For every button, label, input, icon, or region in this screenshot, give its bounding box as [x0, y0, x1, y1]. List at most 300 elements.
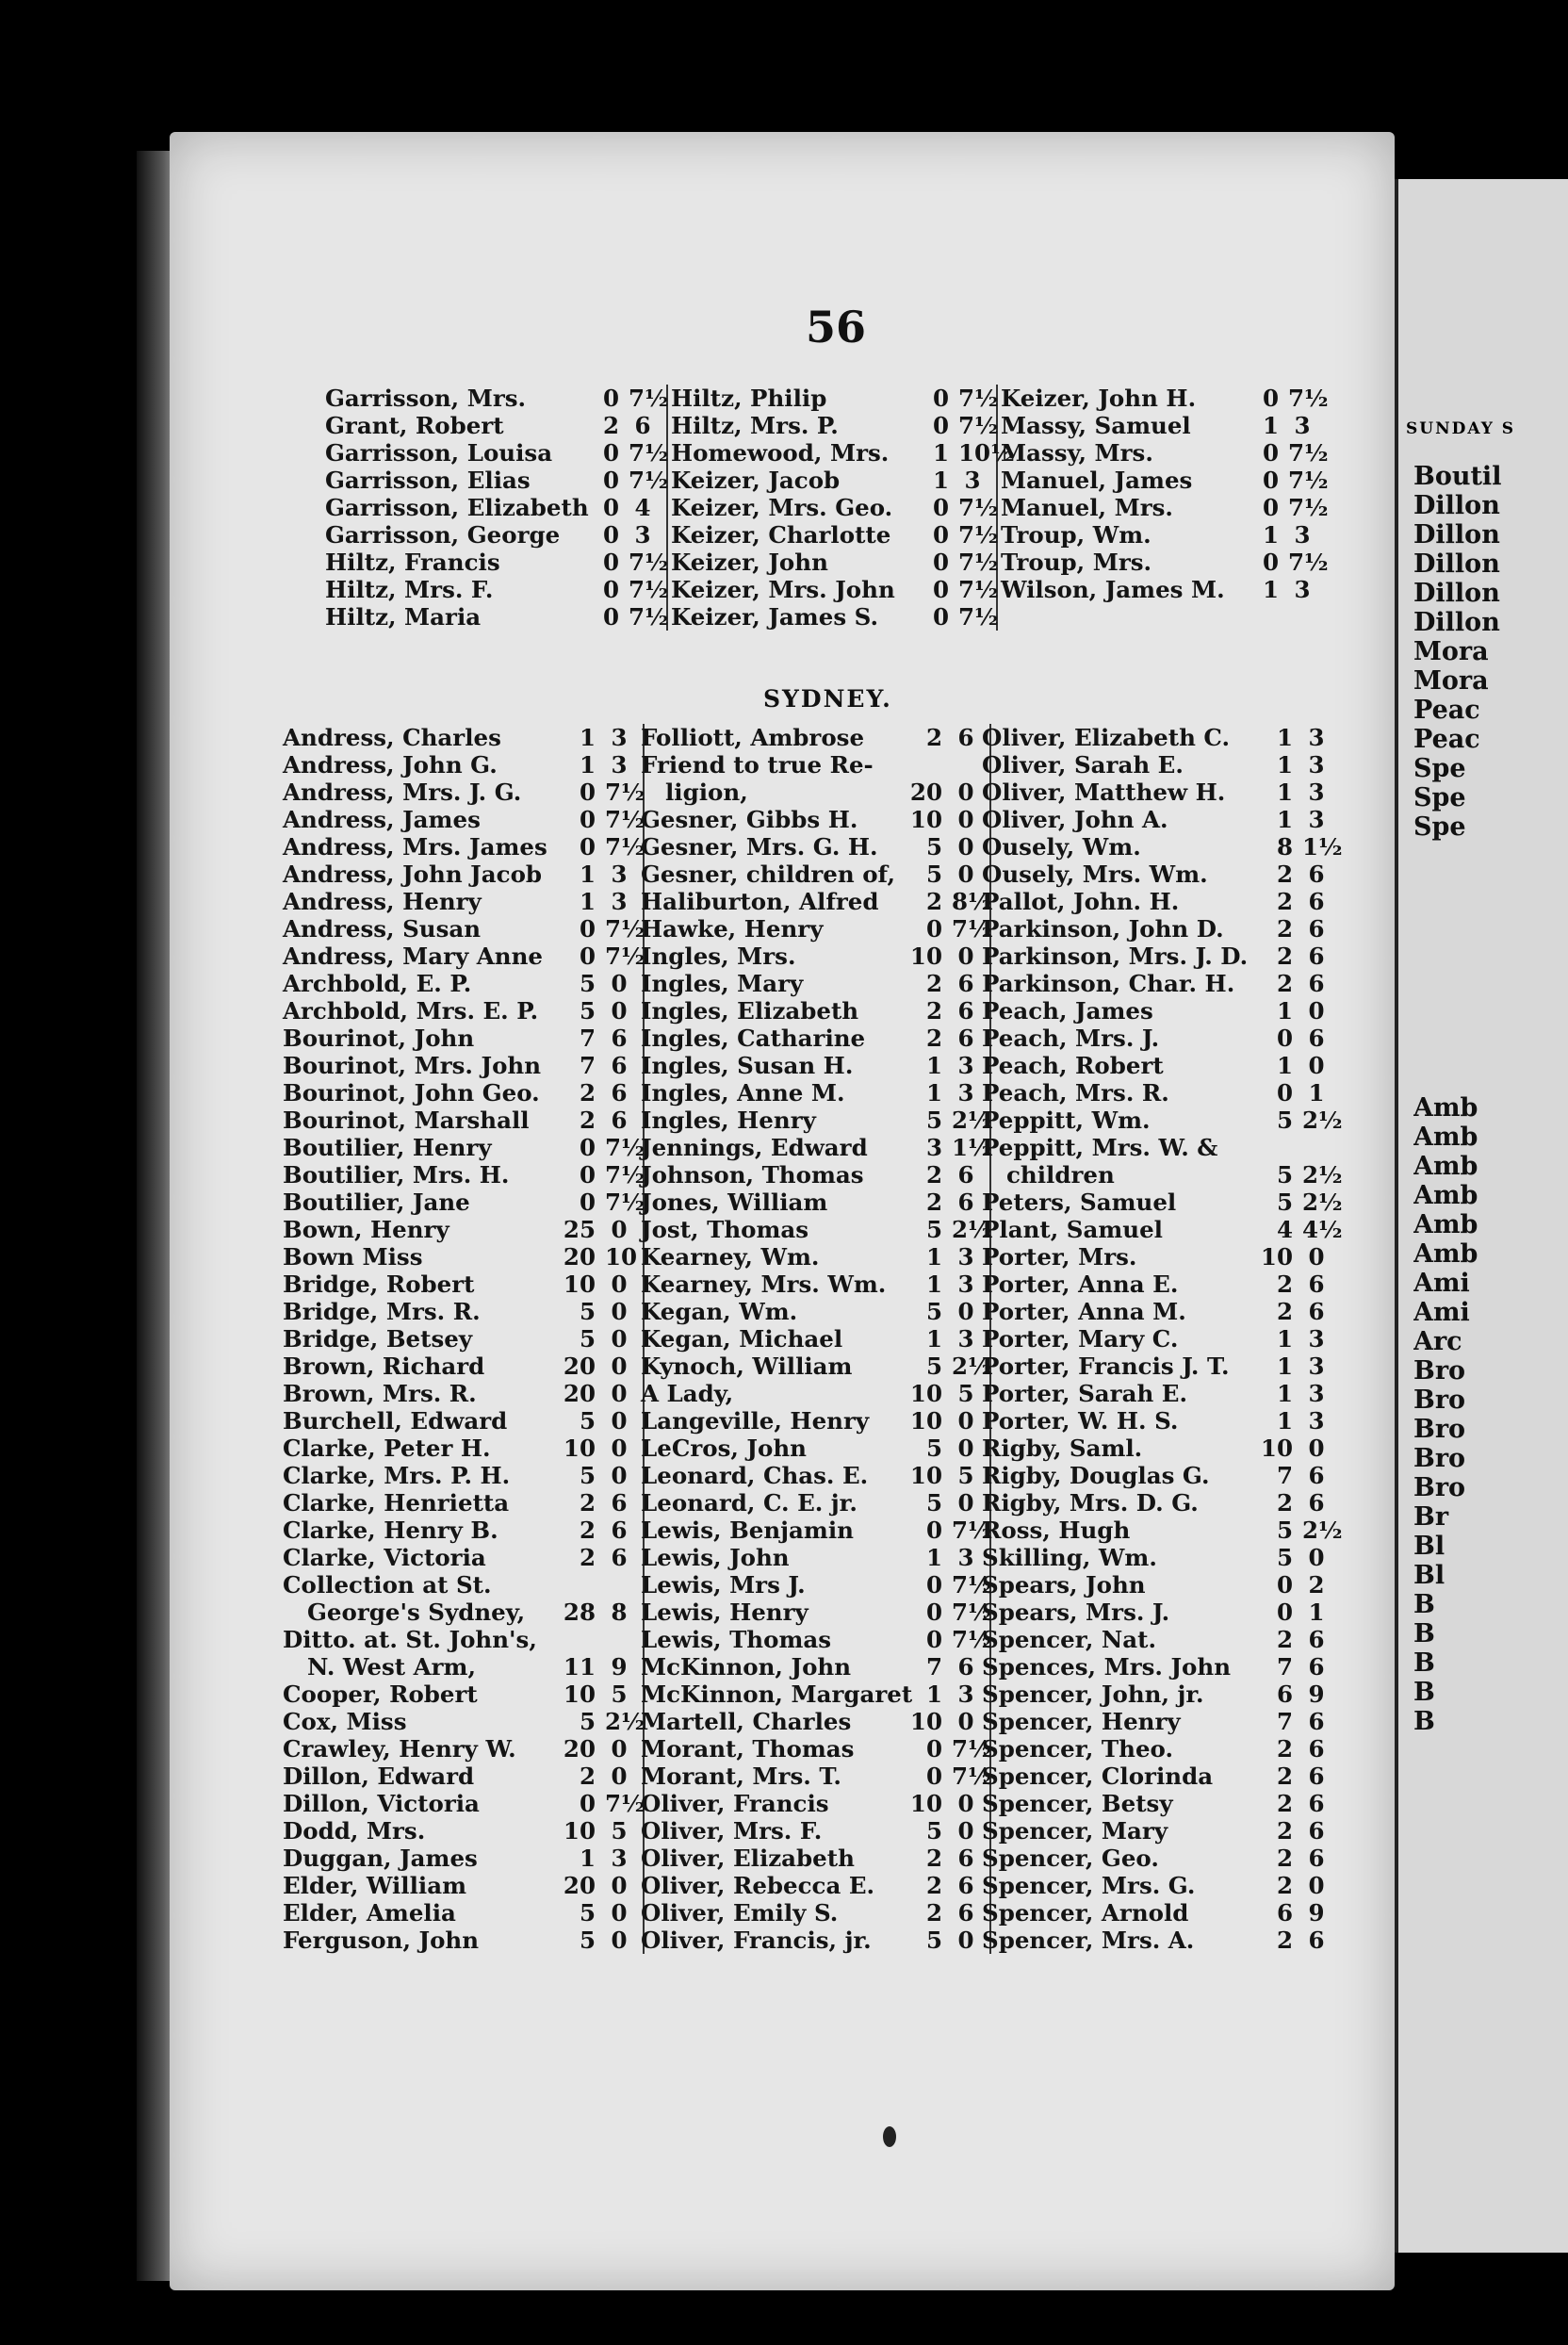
- entry-name: [1001, 549, 1152, 576]
- facing-page-edge: [1395, 179, 1568, 2253]
- list-entry: [982, 1845, 1340, 1872]
- amount-pence: 0: [611, 1927, 628, 1954]
- list-entry: [641, 1435, 989, 1462]
- amount-shillings: 2: [1276, 943, 1293, 970]
- list-entry: [283, 751, 643, 779]
- entry-name-line: A Lady,: [641, 1380, 734, 1407]
- entry-name-line: Folliott, Ambrose: [641, 724, 865, 751]
- entry-name: [1001, 494, 1173, 521]
- entry-name: [283, 997, 538, 1025]
- amount-pence: 5: [957, 1462, 974, 1489]
- list-entry: [283, 1571, 643, 1626]
- entry-name: [283, 1298, 481, 1325]
- amount-pence: 7½: [952, 1626, 992, 1653]
- list-entry: [982, 1626, 1340, 1653]
- facing-page-word: Dillon: [1413, 491, 1500, 520]
- entry-name: [641, 1025, 865, 1052]
- entry-name: [283, 1899, 456, 1927]
- amount-shillings: 2: [1276, 970, 1293, 997]
- list-entry: [641, 1216, 992, 1243]
- entry-name-line: Cox, Miss: [283, 1708, 407, 1735]
- entry-name: [283, 1927, 479, 1954]
- amount-shillings: 2: [602, 412, 619, 439]
- list-entry: [283, 833, 643, 861]
- entry-name-line: Porter, Francis J. T.: [982, 1353, 1230, 1380]
- entry-name: [641, 1271, 886, 1298]
- amount-shillings: 10: [909, 1790, 942, 1817]
- entry-name: [641, 1544, 790, 1571]
- entry-name-line: Peach, James: [982, 997, 1153, 1025]
- entry-name-line: Porter, Sarah E.: [982, 1380, 1187, 1407]
- entry-name-line: Spences, Mrs. John: [982, 1653, 1232, 1681]
- sydney-column-2: [641, 724, 991, 1954]
- amount-pence: 0: [957, 833, 974, 861]
- entry-name-line: Parkinson, Mrs. J. D.: [982, 943, 1249, 970]
- amount-shillings: 0: [602, 521, 619, 549]
- entry-name: [283, 1079, 540, 1107]
- entry-name-line: Oliver, Elizabeth C.: [982, 724, 1231, 751]
- list-entry: [641, 943, 989, 970]
- entry-name: [641, 1216, 808, 1243]
- entry-name-line: Spencer, John, jr.: [982, 1681, 1204, 1708]
- entry-name-line: Ditto. at. St. John's,: [283, 1626, 537, 1653]
- entry-name: [982, 997, 1153, 1025]
- entry-name-line: Plant, Samuel: [982, 1216, 1163, 1243]
- entry-name-line: Homewood, Mrs.: [671, 439, 890, 467]
- amount-pence: 6: [957, 724, 974, 751]
- entry-name-line: Clarke, Mrs. P. H.: [283, 1462, 511, 1489]
- list-entry: [641, 1380, 989, 1407]
- list-entry: [982, 861, 1340, 888]
- amount-shillings: 1: [932, 467, 949, 494]
- entry-name: [641, 1681, 912, 1708]
- amount-shillings: 7: [579, 1025, 596, 1052]
- amount-shillings: 2: [579, 1544, 596, 1571]
- list-entry: [283, 1763, 643, 1790]
- list-entry: [641, 1407, 989, 1435]
- entry-name: [283, 779, 521, 806]
- entry-name-line: Dillon, Edward: [283, 1763, 475, 1790]
- entry-name-line: Johnson, Thomas: [641, 1161, 864, 1189]
- entry-name: [1001, 576, 1225, 603]
- entry-name: [641, 1626, 831, 1653]
- amount-pence: 3: [611, 861, 628, 888]
- entry-name: [982, 1462, 1210, 1489]
- amount-pence: 0: [957, 1407, 974, 1435]
- list-entry: [982, 1927, 1340, 1954]
- list-entry: [982, 1653, 1340, 1681]
- amount-shillings: 0: [1262, 385, 1279, 412]
- amount-pence: 3: [957, 1681, 974, 1708]
- entry-name: [671, 412, 839, 439]
- entry-name-line: Boutilier, Jane: [283, 1189, 470, 1216]
- amount-pence: 3: [957, 1052, 974, 1079]
- entry-name: [641, 1927, 872, 1954]
- entry-name-line: Jost, Thomas: [641, 1216, 809, 1243]
- entry-name: [982, 1817, 1168, 1845]
- amount-shillings: 5: [1276, 1107, 1293, 1134]
- entry-name: [982, 1708, 1181, 1735]
- entry-name-line: Kearney, Mrs. Wm.: [641, 1271, 887, 1298]
- list-entry: [641, 1544, 989, 1571]
- amount-shillings: 5: [579, 1462, 596, 1489]
- entry-name: [283, 1407, 507, 1435]
- entry-name-line: Spencer, Mary: [982, 1817, 1168, 1845]
- amount-shillings: 0: [932, 576, 949, 603]
- list-entry: [671, 412, 999, 439]
- amount-shillings: 7: [925, 1653, 942, 1681]
- amount-pence: 3: [1294, 576, 1311, 603]
- amount-shillings: 20: [563, 1353, 596, 1380]
- amount-pence: 6: [957, 1161, 974, 1189]
- entry-name-line: Kegan, Wm.: [641, 1298, 798, 1325]
- list-entry: [641, 1353, 992, 1380]
- entry-name: [982, 1380, 1187, 1407]
- amount-shillings: 1: [1262, 521, 1279, 549]
- list-entry: [283, 1817, 643, 1845]
- entry-name: [283, 1817, 425, 1845]
- list-entry: [325, 521, 666, 549]
- facing-page-word: Bro: [1413, 1415, 1466, 1444]
- top-column-1: [325, 385, 668, 631]
- entry-name-line: Hiltz, Philip: [671, 385, 827, 412]
- facing-page-word: Bro: [1413, 1473, 1466, 1502]
- entry-name: [671, 385, 826, 412]
- entry-name: [982, 1243, 1136, 1271]
- list-entry: [641, 1681, 989, 1708]
- list-entry: [641, 1599, 992, 1626]
- amount-shillings: 1: [1262, 412, 1279, 439]
- amount-shillings: 5: [579, 1708, 596, 1735]
- entry-name: [283, 1435, 491, 1462]
- amount-shillings: 2: [925, 1025, 942, 1052]
- facing-page-word: Bl: [1413, 1532, 1446, 1561]
- entry-name-line: Archbold, E. P.: [283, 970, 472, 997]
- list-entry: [283, 1489, 643, 1517]
- amount-shillings: 0: [579, 915, 596, 943]
- facing-page-word: Amb: [1413, 1093, 1478, 1123]
- entry-name: [641, 833, 878, 861]
- entry-name: [671, 439, 889, 467]
- amount-shillings: 2: [925, 1899, 942, 1927]
- entry-name-line: Spencer, Arnold: [982, 1899, 1189, 1927]
- entry-name: [283, 970, 471, 997]
- amount-pence: 6: [611, 1544, 628, 1571]
- amount-pence: 7½: [605, 806, 645, 833]
- entry-name: [641, 1161, 864, 1189]
- facing-page-word: Dillon: [1413, 608, 1500, 637]
- amount-pence: 0: [1308, 1872, 1325, 1899]
- list-entry: [325, 603, 669, 631]
- amount-pence: 0: [611, 1216, 628, 1243]
- entry-name-line: Hiltz, Francis: [325, 549, 500, 576]
- list-entry: [982, 1681, 1340, 1708]
- list-entry: [982, 833, 1343, 861]
- entry-name-line: Garrisson, Elizabeth: [325, 494, 589, 521]
- entry-name-line: Oliver, Mrs. F.: [641, 1817, 823, 1845]
- entry-name-line: Elder, William: [283, 1872, 466, 1899]
- entry-name: [641, 1899, 838, 1927]
- amount-shillings: 3: [925, 1134, 942, 1161]
- amount-pence: 0: [611, 1462, 628, 1489]
- entry-name: [641, 1243, 819, 1271]
- entry-name: [641, 1079, 845, 1107]
- list-entry: [325, 385, 669, 412]
- amount-shillings: 5: [579, 970, 596, 997]
- amount-pence: 0: [611, 1735, 628, 1763]
- facing-page-word: Spe: [1413, 754, 1466, 783]
- entry-name: [982, 833, 1141, 861]
- list-entry: [283, 806, 643, 833]
- amount-pence: 0: [957, 1489, 974, 1517]
- entry-name: [283, 1216, 449, 1243]
- amount-shillings: 5: [579, 1325, 596, 1353]
- amount-pence: 6: [957, 970, 974, 997]
- amount-pence: 0: [611, 1380, 628, 1407]
- entry-name-line: Duggan, James: [283, 1845, 478, 1872]
- list-entry: [641, 1845, 989, 1872]
- amount-pence: 5: [611, 1681, 628, 1708]
- amount-pence: 6: [1308, 1817, 1325, 1845]
- amount-pence: 7½: [958, 549, 999, 576]
- entry-name-line: Andress, Henry: [283, 888, 482, 915]
- amount-shillings: 0: [602, 603, 619, 631]
- amount-shillings: 2: [925, 1845, 942, 1872]
- list-entry: [283, 861, 643, 888]
- entry-name-continuation: children: [1006, 1161, 1115, 1189]
- list-entry: [641, 1708, 989, 1735]
- entry-name-line: Peppitt, Mrs. W. &: [982, 1134, 1218, 1161]
- amount-shillings: 5: [925, 1817, 942, 1845]
- amount-shillings: 2: [925, 1189, 942, 1216]
- list-entry: [283, 1243, 643, 1271]
- entry-name-line: Archbold, Mrs. E. P.: [283, 997, 539, 1025]
- amount-pence: 0: [611, 1353, 628, 1380]
- entry-name-line: Peach, Mrs. R.: [982, 1079, 1169, 1107]
- list-entry: [641, 1790, 989, 1817]
- facing-page-word: Amb: [1413, 1210, 1478, 1239]
- entry-name-line: Clarke, Henrietta: [283, 1489, 510, 1517]
- amount-shillings: 0: [925, 1599, 942, 1626]
- entry-name-line: Skilling, Wm.: [982, 1544, 1157, 1571]
- list-entry: [641, 1107, 992, 1134]
- list-entry: [641, 997, 989, 1025]
- list-entry: [982, 1899, 1340, 1927]
- list-entry: [671, 603, 999, 631]
- facing-page-word: Dillon: [1413, 520, 1500, 549]
- entry-name: [283, 1462, 510, 1489]
- entry-name: [982, 1571, 1146, 1599]
- list-entry: [982, 1599, 1340, 1626]
- list-entry: [283, 1708, 643, 1735]
- list-entry: [982, 1216, 1343, 1243]
- entry-name-line: Jennings, Edward: [641, 1134, 868, 1161]
- list-entry: [641, 1462, 989, 1489]
- section-heading-sydney: SYDNEY.: [763, 685, 892, 713]
- amount-shillings: 10: [909, 1380, 942, 1407]
- amount-pence: 0: [957, 806, 974, 833]
- amount-pence: 7½: [952, 1571, 992, 1599]
- list-entry: [283, 1353, 643, 1380]
- entry-name-line: Langeville, Henry: [641, 1407, 870, 1435]
- amount-shillings: 2: [579, 1517, 596, 1544]
- amount-shillings: 0: [602, 494, 619, 521]
- entry-name-line: Garrisson, Mrs.: [325, 385, 527, 412]
- list-entry: [641, 1927, 989, 1954]
- list-entry: [982, 1271, 1340, 1298]
- list-entry: [283, 1899, 643, 1927]
- entry-name-line: Spencer, Mrs. A.: [982, 1927, 1195, 1954]
- list-entry: [641, 888, 992, 915]
- facing-page-word: Mora: [1413, 637, 1489, 666]
- amount-shillings: 2: [1276, 1817, 1293, 1845]
- list-entry: [671, 494, 999, 521]
- amount-shillings: 2: [579, 1489, 596, 1517]
- amount-shillings: 0: [925, 1735, 942, 1763]
- amount-pence: 1½: [1302, 833, 1343, 861]
- entry-name-line: Ingles, Henry: [641, 1107, 816, 1134]
- amount-pence: 6: [1308, 1845, 1325, 1872]
- entry-name-line: Oliver, John A.: [982, 806, 1168, 833]
- list-entry: [641, 1872, 989, 1899]
- amount-shillings: 10: [563, 1435, 596, 1462]
- list-entry: [641, 1079, 989, 1107]
- entry-name-line: Garrisson, Elias: [325, 467, 531, 494]
- entry-name-line: Morant, Mrs. T.: [641, 1763, 841, 1790]
- entry-name: [283, 724, 501, 751]
- list-entry: [641, 1489, 989, 1517]
- entry-name: [325, 494, 589, 521]
- amount-pence: 6: [957, 1845, 974, 1872]
- amount-shillings: 1: [1276, 1052, 1293, 1079]
- list-entry: [283, 970, 643, 997]
- entry-name: [283, 1708, 407, 1735]
- entry-name: [641, 806, 858, 833]
- amount-shillings: 1: [932, 439, 949, 467]
- list-entry: [982, 915, 1340, 943]
- entry-name-line: Keizer, Charlotte: [671, 521, 891, 549]
- entry-name: [641, 751, 874, 806]
- amount-pence: 5: [957, 1380, 974, 1407]
- entry-name-line: Ousely, Wm.: [982, 833, 1141, 861]
- list-entry: [283, 943, 643, 970]
- amount-shillings: 2: [579, 1079, 596, 1107]
- entry-name: [283, 1325, 472, 1353]
- list-entry: [283, 915, 643, 943]
- entry-name: [982, 1735, 1173, 1763]
- amount-shillings: 1: [925, 1681, 942, 1708]
- facing-page-word: Amb: [1413, 1181, 1478, 1210]
- amount-pence: 0: [611, 1872, 628, 1899]
- entry-name: [325, 467, 531, 494]
- amount-shillings: 1: [1262, 576, 1279, 603]
- amount-shillings: 20: [563, 1872, 596, 1899]
- amount-pence: 4: [634, 494, 651, 521]
- list-entry: [283, 779, 643, 806]
- list-entry: [283, 1435, 643, 1462]
- amount-pence: 3: [611, 724, 628, 751]
- entry-name: [641, 915, 823, 943]
- entry-name-line: Parkinson, Char. H.: [982, 970, 1235, 997]
- entry-name-line: Friend to true Re-: [641, 751, 874, 779]
- amount-shillings: 1: [579, 1845, 596, 1872]
- entry-name: [641, 1353, 852, 1380]
- amount-pence: 6: [1308, 1790, 1325, 1817]
- entry-name-line: Porter, Anna E.: [982, 1271, 1179, 1298]
- amount-shillings: 0: [932, 385, 949, 412]
- top-column-2: [671, 385, 1015, 631]
- entry-name: [641, 1380, 733, 1407]
- amount-shillings: 5: [925, 1353, 942, 1380]
- entry-name-continuation: ligion,: [665, 779, 748, 806]
- amount-pence: 6: [1308, 1489, 1325, 1517]
- amount-shillings: 7: [579, 1052, 596, 1079]
- entry-name: [671, 576, 895, 603]
- list-entry: [1001, 521, 1326, 549]
- entry-name-line: Kegan, Michael: [641, 1325, 843, 1353]
- entry-name-line: Keizer, John H.: [1001, 385, 1197, 412]
- entry-name-line: Parkinson, John D.: [982, 915, 1224, 943]
- entry-name: [641, 1599, 808, 1626]
- list-entry: [283, 1517, 643, 1544]
- amount-pence: 7½: [952, 915, 992, 943]
- amount-pence: 0: [1308, 1243, 1325, 1271]
- amount-pence: 1½: [952, 1134, 992, 1161]
- amount-shillings: 1: [1276, 751, 1293, 779]
- entry-name-continuation: N. West Arm,: [307, 1653, 477, 1681]
- list-entry: [1001, 412, 1326, 439]
- amount-shillings: 2: [925, 888, 942, 915]
- amount-shillings: 1: [1276, 1407, 1293, 1435]
- amount-shillings: 5: [925, 833, 942, 861]
- amount-pence: 7½: [958, 521, 999, 549]
- amount-pence: 2½: [1302, 1517, 1343, 1544]
- entry-name-line: Keizer, Mrs. Geo.: [671, 494, 893, 521]
- list-entry: [1001, 576, 1326, 603]
- list-entry: [982, 1462, 1340, 1489]
- amount-pence: 7½: [958, 412, 999, 439]
- entry-name-line: Massy, Mrs.: [1001, 439, 1153, 467]
- amount-pence: 3: [1308, 724, 1325, 751]
- amount-pence: 6: [1308, 970, 1325, 997]
- amount-shillings: 0: [1262, 494, 1279, 521]
- entry-name: [325, 439, 552, 467]
- entry-name-line: Andress, James: [283, 806, 481, 833]
- amount-shillings: 5: [925, 1107, 942, 1134]
- amount-pence: 9: [611, 1653, 628, 1681]
- entry-name: [283, 915, 481, 943]
- list-entry: [325, 549, 669, 576]
- amount-shillings: 2: [1276, 1298, 1293, 1325]
- amount-shillings: 0: [579, 943, 596, 970]
- list-entry: [283, 1790, 643, 1817]
- amount-pence: 0: [611, 970, 628, 997]
- facing-page-word: Amb: [1413, 1123, 1478, 1152]
- entry-name-line: Rigby, Saml.: [982, 1435, 1143, 1462]
- amount-pence: 7½: [605, 1790, 645, 1817]
- entry-name-line: Hiltz, Maria: [325, 603, 482, 631]
- amount-shillings: 10: [1260, 1435, 1293, 1462]
- list-entry: [283, 1380, 643, 1407]
- amount-pence: 6: [1308, 888, 1325, 915]
- entry-name: [641, 1735, 854, 1763]
- entry-name-line: Ousely, Mrs. Wm.: [982, 861, 1208, 888]
- amount-shillings: 0: [579, 1134, 596, 1161]
- amount-shillings: 0: [925, 1517, 942, 1544]
- list-entry: [325, 467, 669, 494]
- list-entry: [641, 1161, 989, 1189]
- amount-shillings: 1: [579, 724, 596, 751]
